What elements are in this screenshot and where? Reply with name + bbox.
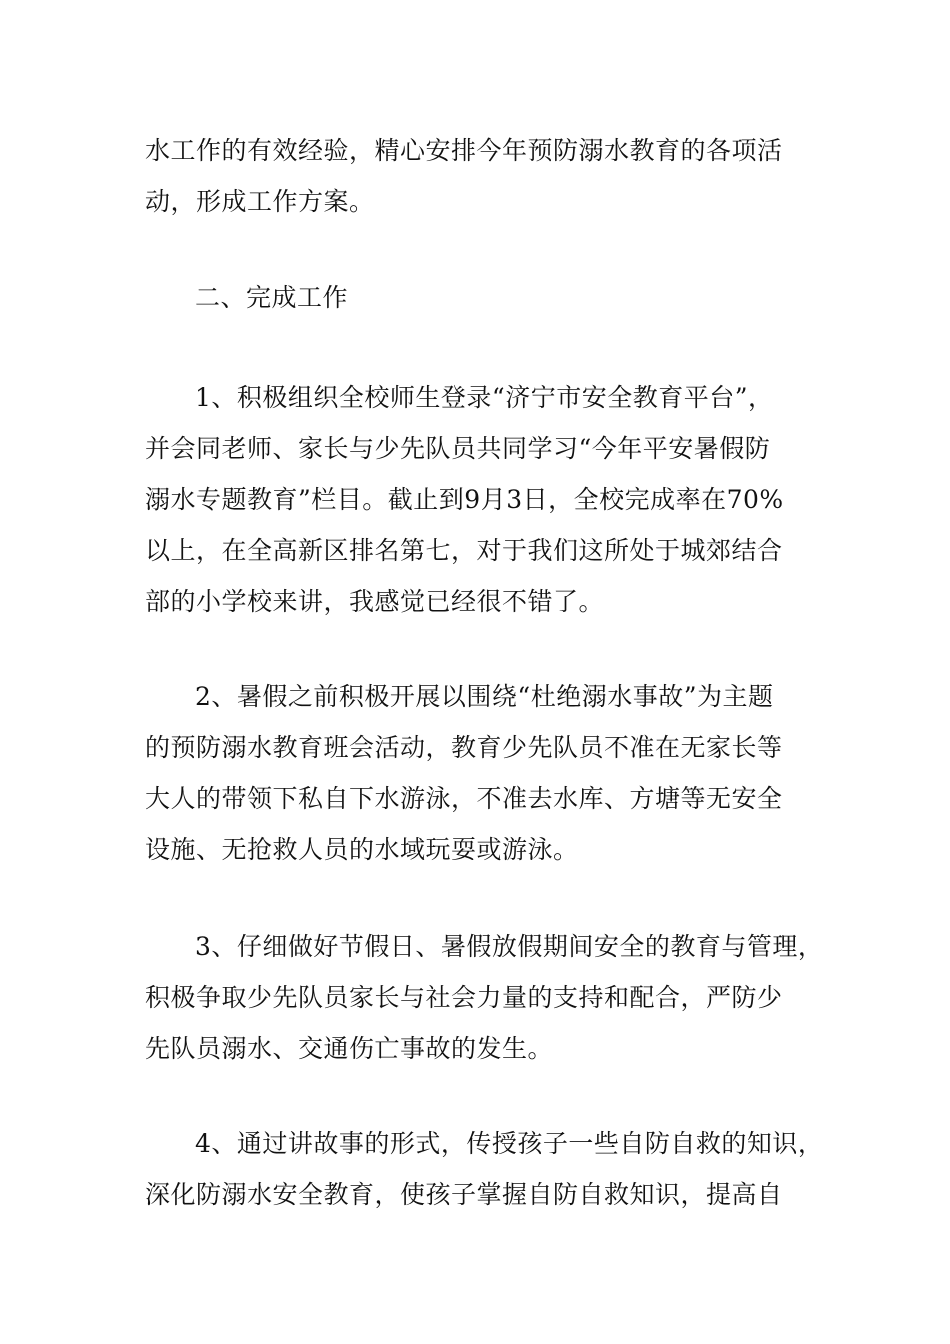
text-line: 3、仔细做好节假日、暑假放假期间安全的教育与管理，	[195, 932, 824, 961]
paragraph-item-1	[145, 372, 815, 627]
text-line: 的预防溺水教育班会活动，教育少先队员不准在无家长等	[145, 733, 783, 762]
text-line: 溺水专题教育”栏目。截止到9月3日，全校完成率在70%	[145, 485, 784, 514]
paragraph-continuation	[145, 125, 815, 227]
text-line: 以上，在全高新区排名第七，对于我们这所处于城郊结合	[145, 536, 783, 565]
paragraph-item-3	[145, 921, 824, 1074]
section-heading	[145, 272, 815, 323]
text-line: 深化防溺水安全教育，使孩子掌握自防自救知识，提高自	[145, 1180, 783, 1209]
text-line: 2、暑假之前积极开展以围绕“杜绝溺水事故”为主题	[195, 682, 774, 711]
text-line: 1、积极组织全校师生登录“济宁市安全教育平台”，	[195, 383, 774, 412]
text-line: 水工作的有效经验，精心安排今年预防溺水教育的各项活	[145, 136, 783, 165]
text-line: 先队员溺水、交通伤亡事故的发生。	[145, 1034, 554, 1063]
section-heading-text: 二、完成工作	[195, 283, 349, 312]
paragraph-item-4	[145, 1118, 824, 1220]
text-line: 设施、无抢救人员的水域玩耍或游泳。	[145, 835, 579, 864]
text-line: 并会同老师、家长与少先队员共同学习“今年平安暑假防	[145, 434, 771, 463]
text-line: 大人的带领下私自下水游泳，不准去水库、方塘等无安全	[145, 784, 783, 813]
paragraph-item-2	[145, 671, 815, 875]
text-line: 动，形成工作方案。	[145, 187, 375, 216]
text-line: 4、通过讲故事的形式，传授孩子一些自防自救的知识，	[195, 1129, 824, 1158]
text-line: 积极争取少先队员家长与社会力量的支持和配合，严防少	[145, 983, 783, 1012]
text-line: 部的小学校来讲，我感觉已经很不错了。	[145, 587, 605, 616]
